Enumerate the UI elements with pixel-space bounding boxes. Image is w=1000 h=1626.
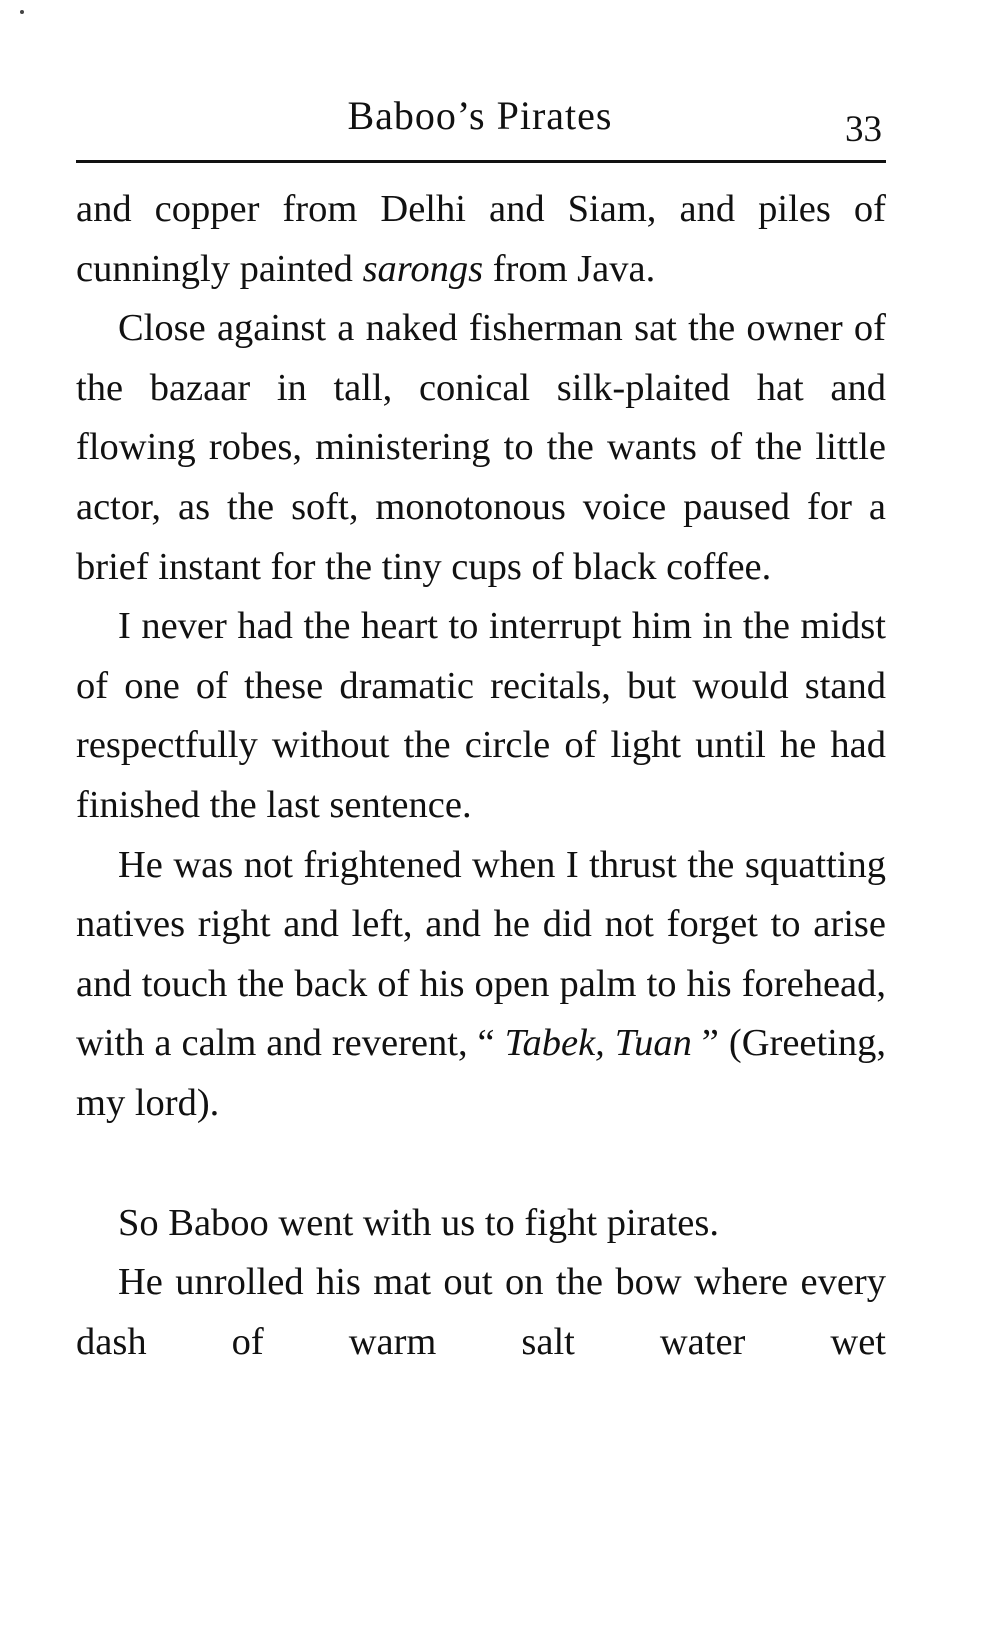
paragraph-4-text-c: ” (Greeting, my lord). — [76, 1022, 887, 1124]
body-text — [76, 180, 886, 1372]
running-title: Baboo’s Pirates — [347, 93, 613, 138]
page-number: 33 — [845, 109, 882, 150]
paragraph-1-text-c: from Java. — [483, 247, 656, 290]
ink-speck — [20, 10, 24, 14]
paragraph-3: I never had the heart to interrupt him in the midst of one of these dramatic recitals, but would stand respectfully without the circle of light until he had finished the last sentence. — [76, 605, 886, 826]
paragraph-2: Close against a naked fisherman sat the owner of the bazaar in tall, conical silk-plaited hat and flowing robes, ministering to the wants of the little actor, as the soft, monotonous voice paused for a brief instant for the tiny cups of black coffee. — [76, 307, 886, 588]
paragraph-1-italic: sarongs — [362, 247, 484, 290]
paragraph-6: He unrolled his mat out on the bow where every dash of warm salt water wet — [76, 1261, 886, 1363]
paragraph-4-italic: Tabek, Tuan — [504, 1022, 692, 1065]
paragraph-1 — [76, 180, 886, 299]
paragraph-4-text-a: He was not frightened when I thrust the squatting natives right and left, and he did not forget to arise and touch the back of his open palm to his forehead, with a calm and reverent, “ — [76, 843, 886, 1065]
paragraph-1-text-a: and copper from Delhi and Siam, and piles of cunningly painted — [76, 188, 886, 290]
paragraph-5: So Baboo went with us to fight pirates. — [118, 1201, 719, 1244]
paragraph-4 — [76, 836, 886, 1134]
header-rule — [76, 160, 886, 163]
